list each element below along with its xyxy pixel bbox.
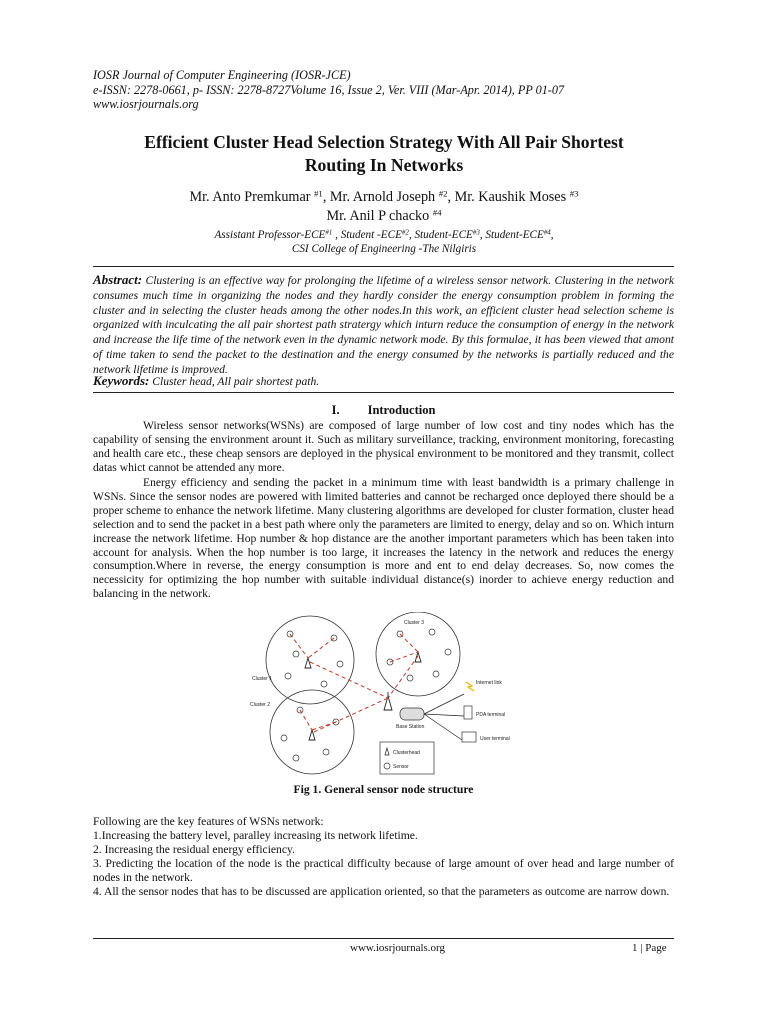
- feature-item: 4. All the sensor nodes that has to be discussed are application oriented, so that the parameters as outcome are narrow down.: [93, 884, 670, 898]
- role-4-tail: ,: [550, 229, 554, 241]
- author-3-mark: #3: [569, 188, 579, 199]
- title-line-2: Routing In Networks: [304, 155, 464, 175]
- footer-url: www.iosrjournals.org: [350, 942, 446, 954]
- label-cluster-3: Cluster 3: [404, 620, 425, 626]
- terminal-links: [424, 694, 464, 740]
- routing-paths: [290, 634, 418, 732]
- paragraph-2: Energy efficiency and sending the packet in a minimum time with least bandwidth is a primary challenge in WSNs. Since the sensor nodes are powered with limited batteries and cannot be recharged once deployed there should be a proper scheme to enhance the network lifetime. Many clustering algorithms are developed for cluster formation, cluster head selection and to send the packet in a best path where only the parameters are limited to energy, delay and so on. Which inturn increase the network lifetime. Hop number & hop distance are the another important parameters which has been taken into account for analysis. When the hop number is too large, it increases the latency in the network and reduces the energy consumption.Where in reverse, the energy consumption is more and ent to end delay decreases. So, now comes the necessicity for optimizing the hop number with suitable individual distance(s) inorder to achieve energy reduction and balancing in the network.: [93, 476, 674, 601]
- author-3: , Mr. Kaushik Moses: [447, 189, 570, 205]
- feature-item: 3. Predicting the location of the node is the practical difficulty because of large amount of over head and large number of nodes in the network.: [93, 856, 674, 884]
- title-line-1: Efficient Cluster Head Selection Strategy With All Pair Shortest: [144, 132, 624, 152]
- journal-header: [93, 68, 564, 112]
- cluster-2-boundary: [270, 690, 354, 774]
- laptop-icon: [462, 732, 476, 742]
- journal-url: www.iosrjournals.org: [93, 97, 199, 111]
- features-intro: Following are the key features of WSNs network:: [93, 815, 324, 828]
- role-2: , Student -ECE: [332, 229, 402, 241]
- role-4-mark: #4: [543, 228, 551, 237]
- label-base-station: Base Station: [396, 724, 425, 730]
- journal-name: IOSR Journal of Computer Engineering (IOSR-JCE): [93, 68, 351, 82]
- legend-sensor-label: Sensor: [393, 764, 409, 770]
- label-cluster-2: Cluster 2: [250, 702, 271, 708]
- role-3: , Student-ECE: [408, 229, 473, 241]
- role-2-mark: #2: [401, 228, 409, 237]
- abstract-label: Abstract:: [93, 272, 143, 287]
- role-1: Assistant Professor-ECE: [214, 229, 326, 241]
- keywords-label: Keywords:: [93, 373, 150, 388]
- pda-icon: [464, 706, 472, 719]
- label-cluster-1: Cluster 1: [252, 676, 273, 682]
- label-user-terminal: User terminal: [480, 736, 510, 742]
- feature-item: 2. Increasing the residual energy efficiency.: [93, 842, 295, 856]
- role-4: , Student-ECE: [479, 229, 544, 241]
- author-2-mark: #2: [438, 188, 448, 199]
- section-title: Introduction: [367, 403, 436, 417]
- abstract-top-rule: [93, 266, 674, 267]
- author-4-mark: #4: [432, 207, 442, 218]
- lightning-icon: [466, 682, 474, 691]
- paper-title: [80, 131, 688, 177]
- legend-sensor-icon: [384, 763, 390, 769]
- base-station-icon: [400, 708, 424, 720]
- feature-item: 1.Increasing the battery level, paralley increasing its network lifetime.: [93, 828, 418, 842]
- affiliation: [80, 228, 688, 256]
- cluster-1-boundary: [266, 616, 354, 704]
- label-pda-terminal: PDA terminal: [476, 712, 506, 718]
- features-list: [93, 815, 674, 898]
- footer-rule: [93, 938, 674, 939]
- abstract: [93, 273, 674, 378]
- label-internet-link: Internet link: [476, 680, 502, 686]
- section-number: I.: [331, 403, 340, 417]
- author-1-mark: #1: [314, 188, 323, 199]
- paragraph-1: Wireless sensor networks(WSNs) are composed of large number of low cost and tiny nodes which has the capability of sensing the environment arount it. Such as military surveillance, tracking, environment monitoring, forecasting and health care etc., these cheap sensors are deployed in the physical environment to be monitored and they transmit, collect datas whict cannot be attended any more.: [93, 419, 674, 474]
- author-list: [80, 188, 688, 226]
- sensor-network-figure: [240, 612, 520, 777]
- author-1: Mr. Anto Premkumar: [189, 189, 315, 205]
- legend-clusterhead-label: Clusterhead: [393, 750, 420, 756]
- role-3-mark: #3: [472, 228, 480, 237]
- section-heading: [93, 403, 674, 418]
- journal-issn: e-ISSN: 2278-0661, p- ISSN: 2278-8727Volume 16, Issue 2, Ver. VIII (Mar-Apr. 2014), PP 01-07: [93, 82, 565, 97]
- figure-caption: Fig 1. General sensor node structure: [293, 783, 474, 796]
- role-1-mark: #1: [325, 228, 333, 237]
- keywords-text: Cluster head, All pair shortest path.: [149, 375, 320, 388]
- abstract-text: Clustering is an effective way for prolonging the lifetime of a wireless sensor network. Clustering in the network consumes much time in organizing the nodes and they hardly consider the energy consumption problem in forming the cluster and in selecting the cluster heads among the other nodes.In this work, an efficient cluster head selection scheme is organized with inculcating the all pair shortest path stratergy which inturn reduce the consumption of energy in the network and increase the life time of the network even in the dynamic network mode. By this formulae, it has been viewed that amont of time taken to send the packet to the destination and the energy consumed by the networks is partially reduced and the network lifetime is improved.: [93, 274, 674, 376]
- author-2: , Mr. Arnold Joseph: [322, 189, 439, 205]
- college: CSI College of Engineering -The Nilgiris: [291, 243, 477, 255]
- author-4: Mr. Anil P chacko: [326, 208, 433, 224]
- page-number: 1 | Page: [632, 942, 667, 954]
- keywords: [93, 373, 319, 389]
- abstract-bottom-rule: [93, 392, 674, 393]
